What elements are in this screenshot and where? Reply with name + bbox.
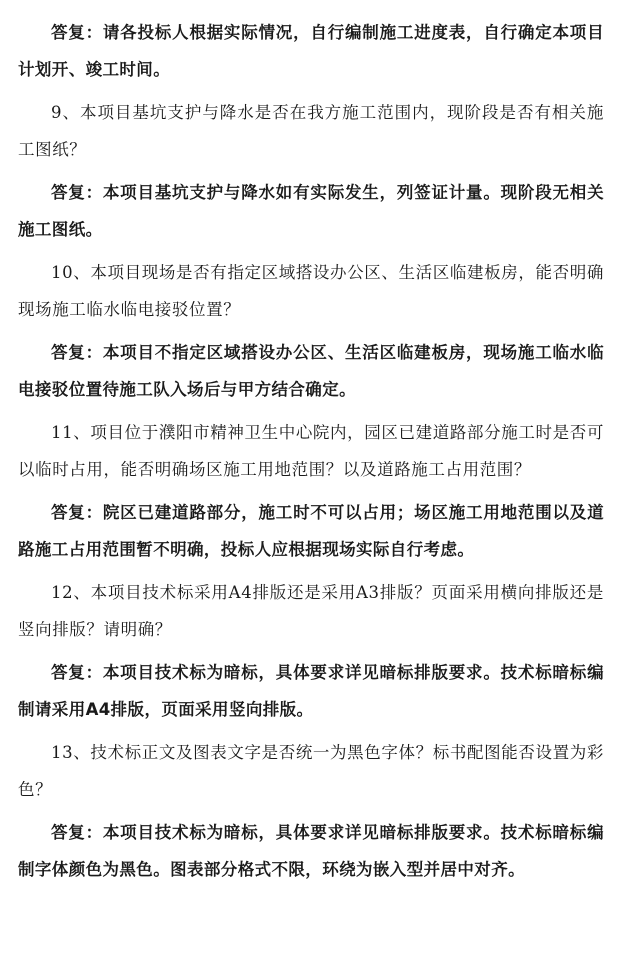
question-12-paragraph: 12、本项目技术标采用A4排版还是采用A3排版？页面采用横向排版还是竖向排版？请明确？ [18,583,604,639]
question-9-paragraph: 9、本项目基坑支护与降水是否在我方施工范围内，现阶段是否有相关施工图纸？ [18,103,604,159]
question-10-paragraph: 10、本项目现场是否有指定区域搭设办公区、生活区临建板房，能否明确现场施工临水临电接驳位置？ [18,263,604,319]
answer-paragraph: 答复：请各投标人根据实际情况，自行编制施工进度表，自行确定本项目计划开、竣工时间。 [18,23,604,79]
question-11-paragraph: 11、项目位于濮阳市精神卫生中心院内，园区已建道路部分施工时是否可以临时占用，能否明确场区施工用地范围？以及道路施工占用范围？ [18,423,604,479]
answer-9-paragraph: 答复：本项目基坑支护与降水如有实际发生，列签证计量。现阶段无相关施工图纸。 [18,183,604,239]
answer-11-paragraph: 答复：院区已建道路部分，施工时不可以占用；场区施工用地范围以及道路施工占用范围暂不明确，投标人应根据现场实际自行考虑。 [18,503,604,559]
question-13-paragraph: 13、技术标正文及图表文字是否统一为黑色字体？标书配图能否设置为彩色？ [18,743,604,799]
answer-10-paragraph: 答复：本项目不指定区域搭设办公区、生活区临建板房，现场施工临水临电接驳位置待施工队入场后与甲方结合确定。 [18,343,604,399]
answer-13-paragraph: 答复：本项目技术标为暗标，具体要求详见暗标排版要求。技术标暗标编制字体颜色为黑色。图表部分格式不限，环绕为嵌入型并居中对齐。 [18,823,604,879]
answer-12-paragraph: 答复：本项目技术标为暗标，具体要求详见暗标排版要求。技术标暗标编制请采用A4排版，页面采用竖向排版。 [18,663,604,719]
